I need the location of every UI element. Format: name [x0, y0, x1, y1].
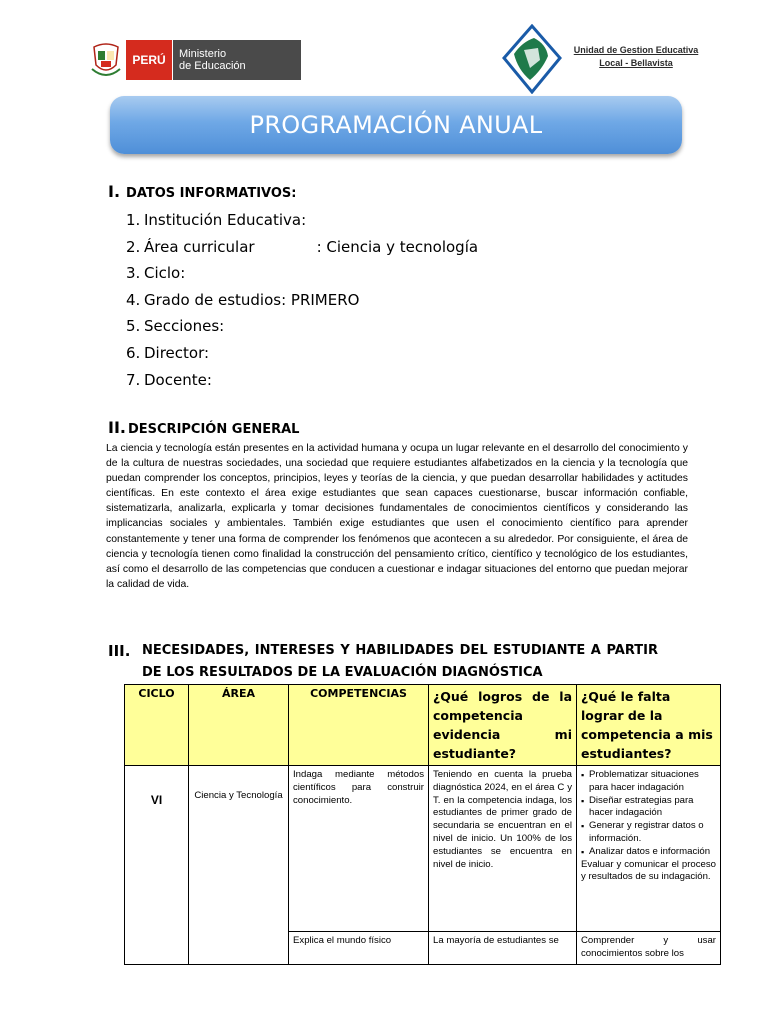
list-item: ▪ Diseñar estrategias para hacer indagación: [581, 795, 716, 821]
ministry-line1: Ministerio: [179, 48, 227, 60]
header-competencias: COMPETENCIAS: [289, 685, 429, 766]
info-item-value: : Ciencia y tecnología: [316, 237, 479, 256]
info-item-number: 7.: [126, 370, 141, 389]
page-title: PROGRAMACIÓN ANUAL: [249, 111, 543, 139]
info-item-label: Docente:: [144, 370, 212, 389]
minedu-logo: [90, 40, 301, 80]
falta-extra: Evaluar y comunicar el proceso y resultados de su indagación.: [581, 858, 716, 883]
table-row: [125, 766, 721, 932]
info-item-institucion: [126, 208, 478, 235]
section3-number: III.: [108, 642, 131, 660]
ugel-map-icon: [502, 24, 562, 94]
diagnostic-table: [124, 684, 721, 965]
ministry-label: [172, 40, 301, 80]
ugel-line2: Local - Bellavista: [599, 58, 673, 68]
section1-number: I.: [108, 182, 121, 201]
section3-title: NECESIDADES, INTERESES Y HABILIDADES DEL ESTUDIANTE A PARTIR DE LOS RESULTADOS DE LA EVALUACIÓN DIAGNÓSTICA: [142, 643, 658, 680]
list-item: ▪ Generar y registrar datos o información.: [581, 820, 716, 846]
info-item-number: 2.: [126, 237, 141, 256]
ugel-logo: [502, 24, 702, 94]
header-area: ÁREA: [189, 685, 289, 766]
list-item: ▪ Problematizar situaciones para hacer indagación: [581, 769, 716, 795]
info-item-label: Institución Educativa:: [144, 211, 307, 229]
table-header-row: [125, 685, 721, 766]
info-item-number: 1.: [126, 211, 141, 229]
cell-falta: Comprender y usar conocimientos sobre los: [577, 932, 721, 965]
header-ciclo: CICLO: [125, 685, 189, 766]
info-item-grado: [126, 288, 478, 315]
info-item-director: [126, 341, 478, 368]
cell-logros: La mayoría de estudiantes se: [429, 932, 577, 965]
peru-crest-icon: [90, 41, 122, 79]
falta-list: [581, 769, 716, 859]
ugel-line1: Unidad de Gestion Educativa: [573, 45, 699, 55]
info-item-ciclo: [126, 261, 478, 288]
cell-logros: Teniendo en cuenta la prueba diagnóstica 2024, en el área C y T. en la competencia indaga, los estudiantes de primer grado de secundaria se encuentran en el nivel de inicio. Un 100% de los estudiantes se encuentra en nivel de inicio.: [429, 766, 577, 932]
cell-falta: [577, 766, 721, 932]
ugel-name: [566, 44, 706, 70]
cell-competencia: Indaga mediante métodos científicos para construir conocimiento.: [289, 766, 429, 932]
info-item-area: [126, 235, 478, 262]
info-item-number: 6.: [126, 343, 141, 362]
info-list: [126, 208, 478, 394]
cell-competencia: Explica el mundo físico: [289, 932, 429, 965]
info-item-label: Secciones:: [144, 317, 225, 336]
info-item-secciones: [126, 314, 478, 341]
cell-area: Ciencia y Tecnología: [189, 766, 289, 965]
ministry-line2: de Educación: [179, 60, 246, 72]
section2-heading: [108, 418, 299, 437]
description-paragraph: La ciencia y tecnología están presentes en la actividad humana y ocupa un lugar relevante en el desarrollo del conocimiento y de la cultura de nuestras sociedades, una sociedad que requiere estudiantes alfabetizados en la ciencia y la tecnología que puedan comprender los conceptos, principios, leyes y teorías de la ciencia, y que puedan desarrollar habilidades y actitudes científicas. En este contexto el área exige estudiantes que sean capaces cuestionarse, buscar información confiable, sistematizarla, analizarla, explicarla y tomar decisiones fundamentales de conocimientos científicos y considerando las implicancias sociales y ambientales. También exige estudiantes que usen el conocimiento científico para aprender constantemente y tener una forma de comprender los fenómenos que acontecen a su alrededor. Por consiguiente, el área de ciencia y tecnología tienen como finalidad la construcción del pensamiento crítico, científico y tecnológico de los estudiantes, así como el desarrollo de las competencias que conducen a cuestionar e indagar situaciones del entorno que puedan mejorar la calidad de vida.: [106, 443, 688, 590]
section3-heading: [108, 640, 658, 684]
header-logros: ¿Qué logros de la competencia evidencia mi estudiante?: [429, 685, 577, 766]
info-item-docente: [126, 368, 478, 395]
list-item: ▪ Analizar datos e información: [581, 846, 716, 859]
info-item-number: 4.: [126, 290, 141, 309]
title-banner: [110, 96, 682, 154]
section1-title: DATOS INFORMATIVOS:: [126, 186, 297, 201]
section2-number: II.: [108, 418, 126, 437]
info-item-label: Ciclo:: [144, 264, 186, 283]
info-item-label: Grado de estudios: PRIMERO: [144, 290, 360, 309]
info-item-number: 3.: [126, 264, 141, 283]
info-item-label: Área curricular: [144, 237, 255, 256]
section1-heading: [108, 182, 296, 201]
info-item-number: 5.: [126, 317, 141, 336]
peru-label: PERÚ: [126, 40, 172, 80]
info-item-label: Director:: [144, 343, 210, 362]
section2-title: DESCRIPCIÓN GENERAL: [127, 422, 300, 437]
cell-ciclo: VI: [125, 766, 189, 965]
header-falta: ¿Qué le falta lograr de la competencia a mis estudiantes?: [577, 685, 721, 766]
